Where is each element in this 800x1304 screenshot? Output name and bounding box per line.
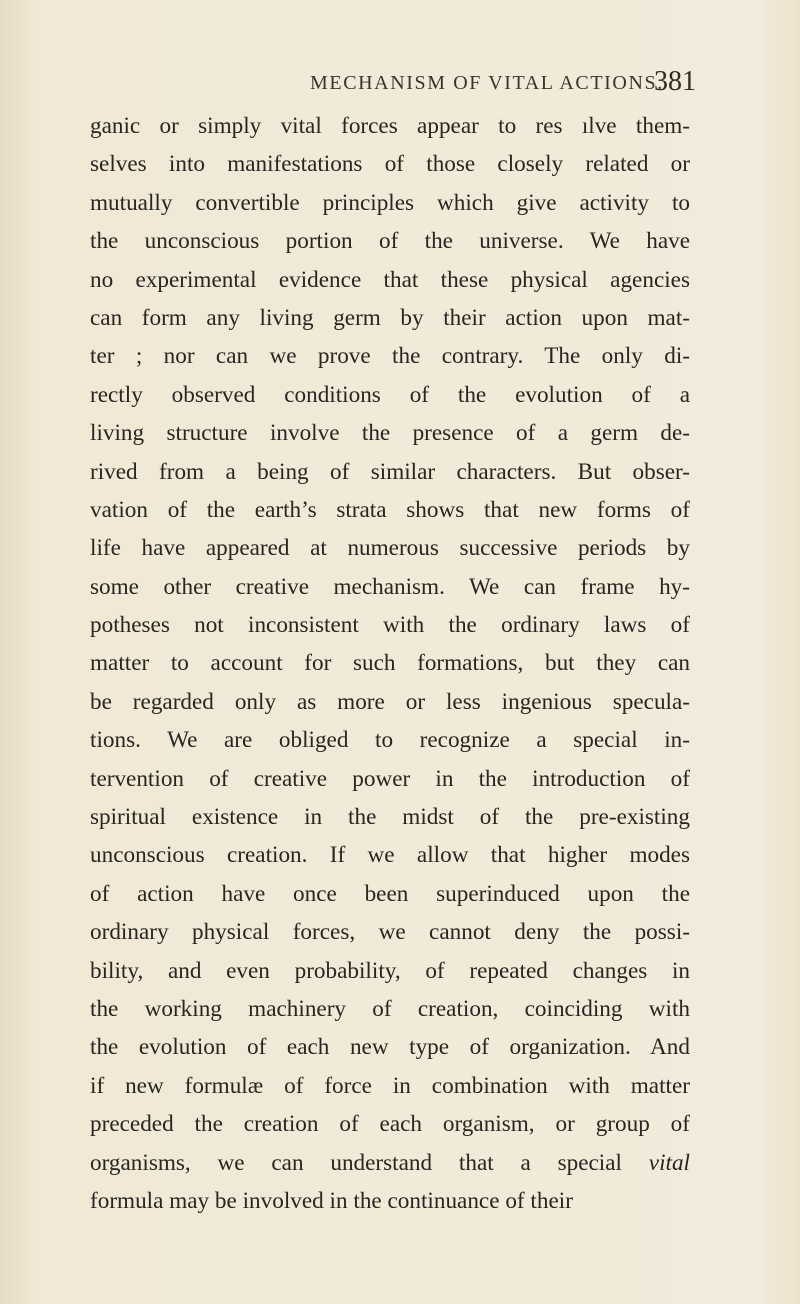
text-line: be regarded only as more or less ingenious specula- <box>90 688 690 715</box>
text-line: mutually convertible principles which give activity to <box>90 189 690 216</box>
text-line: no experimental evidence that these physical agencies <box>90 266 690 293</box>
text-line <box>90 1144 690 1182</box>
italic-word: vital <box>648 1149 690 1176</box>
text-line: of action have once been superinduced upon the <box>90 880 690 907</box>
text-line: selves into manifestations of those closely related or <box>90 151 690 178</box>
text-line: unconscious creation. If we allow that higher modes <box>90 842 690 869</box>
text-line: preceded the creation of each organism, or group of <box>90 1111 690 1138</box>
text-line: life have appeared at numerous successive periods by <box>90 535 690 562</box>
text-line: the unconscious portion of the universe. We have <box>90 228 690 255</box>
text-line: living structure involve the presence of a germ de- <box>90 420 690 447</box>
text-line: tions. We are obliged to recognize a special in- <box>90 727 690 754</box>
text-line: if new formulæ of force in combination with matter <box>90 1072 690 1099</box>
text-line: tervention of creative power in the introduction of <box>90 765 690 792</box>
text-line: rived from a being of similar characters. But obser- <box>90 458 690 485</box>
text-line: the working machinery of creation, coinciding with <box>90 995 690 1022</box>
page-number: 381 <box>654 66 696 97</box>
text-line: spiritual existence in the midst of the pre-existing <box>90 804 690 831</box>
text-line: ordinary physical forces, we cannot deny the possi- <box>90 919 690 946</box>
running-head: MECHANISM OF VITAL ACTIONS. <box>310 72 664 94</box>
text-line-fragment: organisms, we can understand that a special <box>90 1149 622 1176</box>
text-line: can form any living germ by their action upon mat- <box>90 304 690 331</box>
body-text <box>90 107 690 1220</box>
text-line: some other creative mechanism. We can frame hy- <box>90 573 690 600</box>
text-line: ganic or simply vital forces appear to res ılve them- <box>90 113 690 139</box>
page-header <box>0 66 800 106</box>
text-line: potheses not inconsistent with the ordinary laws of <box>90 612 690 639</box>
text-line: matter to account for such formations, but they can <box>90 650 690 677</box>
text-line: bility, and even probability, of repeated changes in <box>90 957 690 984</box>
text-line: vation of the earth’s strata shows that new forms of <box>90 496 690 523</box>
text-line: the evolution of each new type of organization. And <box>90 1034 690 1061</box>
text-line: ter ; nor can we prove the contrary. The only di- <box>90 343 690 370</box>
text-line: formula may be involved in the continuance of their <box>90 1187 573 1214</box>
text-line: rectly observed conditions of the evolution of a <box>90 381 690 408</box>
